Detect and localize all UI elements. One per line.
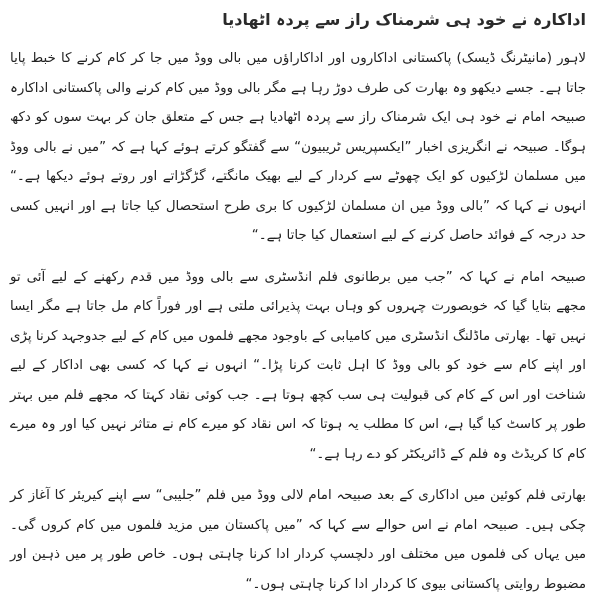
article-paragraph-1: لاہور (مانیٹرنگ ڈیسک) پاکستانی اداکاروں اور اداکاراؤں میں بالی ووڈ میں جا کر کام کرنے کا خبط پایا جاتا ہے۔ جسے دیکھو وہ بھارت کی طرف دوڑ رہا ہے مگر بالی ووڈ میں کام کرنے والی پاکستانی اداکارہ صبیحہ امام نے خود ہی ایک شرمناک راز سے پردہ اٹھادیا ہے جس کے متعلق جان کر بہت سوں کو دکھ ہوگا۔ صبیحہ نے انگریزی اخبار ”ایکسپریس ٹریبیون“ سے گفتگو کرتے ہوئے کہا ہے کہ ”میں نے بالی ووڈ میں مسلمان لڑکیوں کو ایک چھوٹے سے کردار کے لیے بھیک مانگتے، گڑگڑاتے اور روتے ہوئے دیکھا ہے۔“ انہوں نے کہا کہ ”بالی ووڈ میں ان مسلمان لڑکیوں کا بری طرح استحصال کیا جاتا ہے اور انہیں کسی حد درجہ کے فوائد حاصل کرنے کے لیے استعمال کیا جاتا ہے۔“ [10,51,586,243]
article-paragraph-2: صبیحہ امام نے کہا کہ ”جب میں برطانوی فلم انڈسٹری سے بالی ووڈ میں قدم رکھنے کے لیے آئی تو مجھے بتایا گیا کہ خوبصورت چہروں کو وہاں بہت پذیرائی ملتی ہے اور فوراً کام مل جاتا ہے مگر ایسا نہیں تھا۔ بھارتی ماڈلنگ انڈسٹری میں کامیابی کے باوجود مجھے فلموں میں کام کے لیے جدوجہد کرنا پڑی اور اپنے کام سے خود کو بالی ووڈ کا اہل ثابت کرنا پڑا۔“ انہوں نے کہا کہ کسی بھی اداکار کے لیے شناخت اور اس کے کام کی قبولیت ہی سب کچھ ہوتا ہے۔ جب کوئی نقاد کہتا کہ مجھے فلم میں بہتر طور پر کاسٹ کیا گیا ہے، اس کا مطلب یہ ہوتا کہ اس نقاد کو میرے کام نے متاثر نہیں کیا اور وہ میرے کام کا کریڈٹ وہ فلم کے ڈائریکٹر کو دے رہا ہے۔“ [10,269,586,462]
article-title: اداکارہ نے خود ہی شرمناک راز سے پردہ اٹھادیا [222,10,586,29]
article-paragraph-3: بھارتی فلم کوئین میں اداکاری کے بعد صبیحہ امام لالی ووڈ میں فلم ”جلیبی“ سے اپنے کیریئر کا آغاز کر چکی ہیں۔ صبیحہ امام نے اس حوالے سے کہا کہ ”میں پاکستان میں مزید فلموں میں کام کروں گی۔ میں یہاں کی فلموں میں مختلف اور دلچسپ کردار ادا کرنا چاہتی ہوں۔ خاص طور پر میں ذہین اور مضبوط روایتی پاکستانی بیوی کا کردار ادا کرنا چاہتی ہوں۔“ [10,488,586,592]
